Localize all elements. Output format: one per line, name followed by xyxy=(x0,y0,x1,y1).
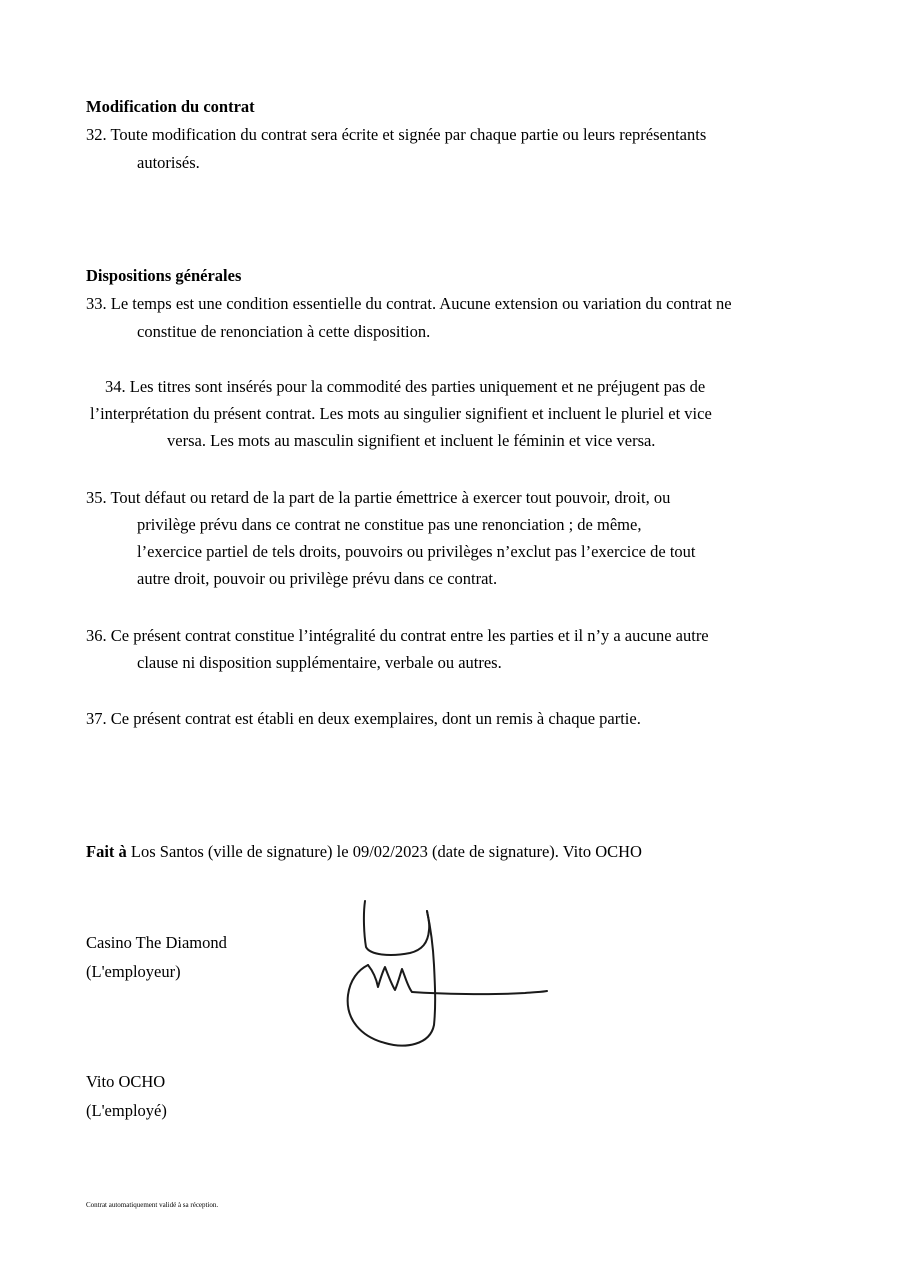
clause-35-line-2: privilège prévu dans ce contrat ne constitue pas une renonciation ; de même, xyxy=(137,515,642,534)
clause-33-line-2: constitue de renonciation à cette disposition. xyxy=(137,322,431,341)
handwritten-signature xyxy=(340,895,560,1055)
footer-validation-note: Contrat automatiquement validé à sa réception. xyxy=(86,1201,219,1209)
clause-36-line-2: clause ni disposition supplémentaire, verbale ou autres. xyxy=(137,653,502,672)
clause-34-line-2: l’interprétation du présent contrat. Les mots au singulier signifient et incluent le pluriel et vice xyxy=(90,404,712,423)
employer-name: Casino The Diamond xyxy=(86,933,227,952)
clause-35-line-3: l’exercice partiel de tels droits, pouvoirs ou privilèges n’exclut pas l’exercice de tout xyxy=(137,542,696,561)
heading-modification: Modification du contrat xyxy=(86,97,255,116)
fait-label: Fait à xyxy=(86,842,127,861)
clause-34-line-1: 34. Les titres sont insérés pour la commodité des parties uniquement et ne préjugent pas de xyxy=(105,377,706,396)
employer-role: (L'employeur) xyxy=(86,962,181,981)
clause-32-line-1: 32. Toute modification du contrat sera écrite et signée par chaque partie ou leurs représentants xyxy=(86,125,707,144)
employee-role: (L'employé) xyxy=(86,1101,167,1120)
clause-37-line-1: 37. Ce présent contrat est établi en deux exemplaires, dont un remis à chaque partie. xyxy=(86,709,641,728)
clause-36-line-1: 36. Ce présent contrat constitue l’intégralité du contrat entre les parties et il n’y a aucune autre xyxy=(86,626,709,645)
clause-33-line-1: 33. Le temps est une condition essentielle du contrat. Aucune extension ou variation du contrat ne xyxy=(86,294,732,313)
clause-35-line-1: 35. Tout défaut ou retard de la part de la partie émettrice à exercer tout pouvoir, droit, ou xyxy=(86,488,671,507)
signing-details: Los Santos (ville de signature) le 09/02/2023 (date de signature). Vito OCHO xyxy=(126,842,642,861)
employee-name: Vito OCHO xyxy=(86,1072,166,1091)
heading-dispositions-generales: Dispositions générales xyxy=(86,266,242,285)
clause-34-line-3: versa. Les mots au masculin signifient et incluent le féminin et vice versa. xyxy=(167,431,656,450)
clause-35-line-4: autre droit, pouvoir ou privilège prévu dans ce contrat. xyxy=(137,569,498,588)
signing-statement xyxy=(86,842,642,862)
clause-32-line-2: autorisés. xyxy=(137,153,200,172)
